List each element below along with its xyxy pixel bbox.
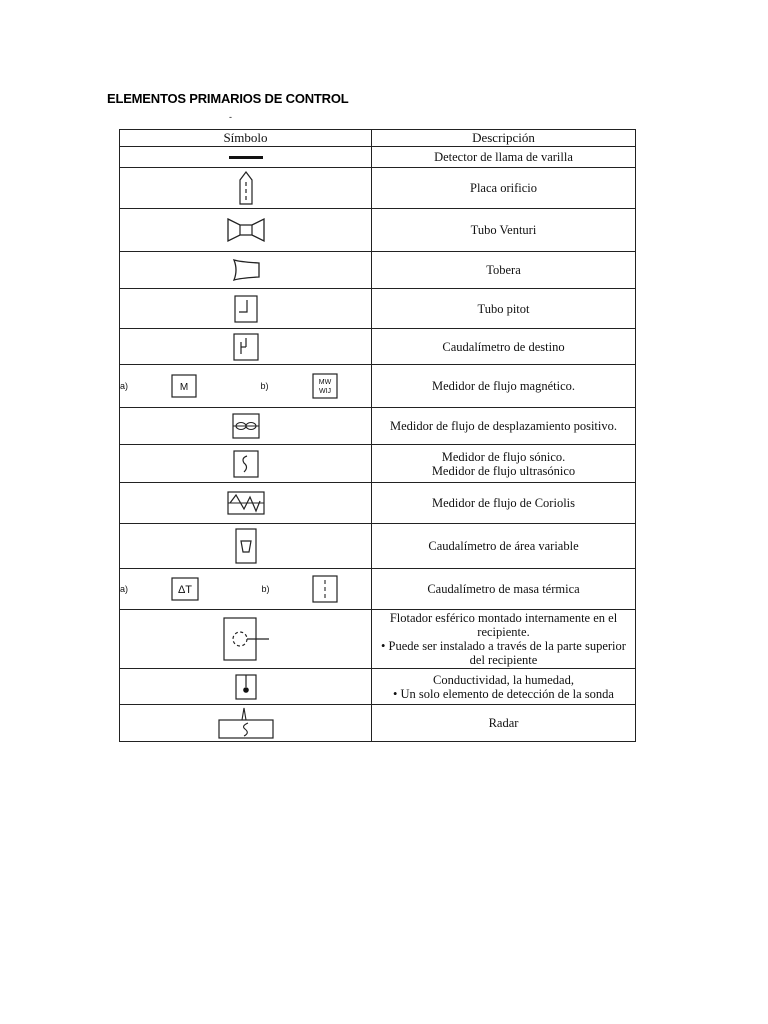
table-row xyxy=(120,705,636,742)
table-header-row xyxy=(120,130,636,147)
magnetic-coil-box-icon xyxy=(311,372,339,400)
description-cell xyxy=(372,610,636,669)
description-text: del recipiente xyxy=(469,653,538,667)
description-cell xyxy=(372,408,636,445)
table-row xyxy=(120,329,636,365)
stray-mark: - xyxy=(229,112,232,122)
symbol-cell xyxy=(120,209,372,252)
symbol-cell xyxy=(120,168,372,209)
symbol-cell xyxy=(120,705,372,742)
table-row xyxy=(120,289,636,329)
description-text: Tubo Venturi xyxy=(470,223,537,237)
svg-text:M: M xyxy=(180,382,189,393)
description-text: Tubo pitot xyxy=(477,301,530,316)
thermal-mass-icon xyxy=(120,574,371,604)
positive-displacement-icon xyxy=(231,412,261,440)
symbol-cell xyxy=(120,610,372,669)
table-row xyxy=(120,610,636,669)
magnetic-flowmeter-icon xyxy=(120,372,371,400)
symbols-table xyxy=(119,129,636,742)
option-label-a: a) xyxy=(120,381,129,391)
pitot-tube-icon xyxy=(233,294,259,324)
symbol-cell xyxy=(120,524,372,569)
description-cell xyxy=(372,669,636,705)
description-text: Caudalímetro de destino xyxy=(442,339,565,354)
thermal-probe-box-icon xyxy=(311,574,339,604)
table-row xyxy=(120,669,636,705)
radar-icon xyxy=(216,706,276,740)
description-text: Medidor de flujo magnético. xyxy=(431,379,576,393)
spherical-float-icon xyxy=(221,615,271,663)
symbol-cell xyxy=(120,289,372,329)
table-row xyxy=(120,209,636,252)
venturi-tube-icon xyxy=(225,216,267,244)
description-text: • Un solo elemento de detección de la sonda xyxy=(393,686,614,701)
description-text: Medidor de flujo de Coriolis xyxy=(431,496,576,510)
orifice-plate-icon xyxy=(234,170,258,206)
rod-flame-detector-icon xyxy=(226,151,266,163)
conductivity-probe-icon xyxy=(234,673,258,701)
description-cell xyxy=(372,252,636,289)
description-text: Radar xyxy=(488,716,519,730)
description-text: Placa orificio xyxy=(470,181,537,195)
symbol-cell xyxy=(120,329,372,365)
description-cell xyxy=(372,147,636,168)
header-symbol: Símbolo xyxy=(120,130,372,147)
description-text: Medidor de flujo sónico. xyxy=(441,449,566,464)
description-cell xyxy=(372,209,636,252)
description-cell xyxy=(372,445,636,483)
symbol-cell xyxy=(120,365,372,408)
description-cell xyxy=(372,524,636,569)
description-text: • Puede ser instalado a través de la parte superior xyxy=(381,639,626,653)
description-cell xyxy=(372,329,636,365)
table-row xyxy=(120,408,636,445)
table-row xyxy=(120,168,636,209)
description-text: Caudalímetro de masa térmica xyxy=(427,582,580,596)
description-text: Medidor de flujo de desplazamiento positivo. xyxy=(389,419,618,433)
svg-text:WIJ: WIJ xyxy=(318,388,331,395)
description-cell xyxy=(372,289,636,329)
description-text: Detector de llama de varilla xyxy=(434,150,573,164)
header-description: Descripción xyxy=(372,130,636,147)
symbol-cell xyxy=(120,569,372,610)
option-label-a: a) xyxy=(120,584,129,594)
table-row xyxy=(120,524,636,569)
page-title: ELEMENTOS PRIMARIOS DE CONTROL xyxy=(107,91,349,106)
description-cell xyxy=(372,483,636,524)
delta-t-box-icon xyxy=(170,576,200,602)
option-label-b: b) xyxy=(260,381,269,391)
symbol-cell xyxy=(120,669,372,705)
description-text: Caudalímetro de área variable xyxy=(428,539,579,553)
table-row xyxy=(120,147,636,168)
symbol-cell xyxy=(120,147,372,168)
symbol-cell xyxy=(120,445,372,483)
table-row xyxy=(120,483,636,524)
table-row xyxy=(120,569,636,610)
symbol-cell xyxy=(120,252,372,289)
description-text: recipiente. xyxy=(477,625,530,639)
table-row xyxy=(120,445,636,483)
description-cell xyxy=(372,569,636,610)
magnetic-m-box-icon xyxy=(170,373,198,399)
description-text: Tobera xyxy=(486,263,521,277)
symbol-cell xyxy=(120,408,372,445)
table-row xyxy=(120,252,636,289)
variable-area-icon xyxy=(234,527,258,565)
description-cell xyxy=(372,365,636,408)
sonic-flowmeter-icon xyxy=(232,449,260,479)
flow-nozzle-icon xyxy=(229,257,263,283)
coriolis-flowmeter-icon xyxy=(226,489,266,517)
svg-text:ΔT: ΔT xyxy=(177,584,192,596)
description-cell xyxy=(372,705,636,742)
option-label-b: b) xyxy=(261,584,270,594)
description-text: Medidor de flujo ultrasónico xyxy=(431,463,576,478)
table-row xyxy=(120,365,636,408)
symbol-cell xyxy=(120,483,372,524)
description-text: Flotador esférico montado internamente en el xyxy=(389,611,618,625)
description-text: Conductividad, la humedad, xyxy=(433,672,574,687)
target-flowmeter-icon xyxy=(232,332,260,362)
svg-text:MW: MW xyxy=(318,379,331,386)
description-cell xyxy=(372,168,636,209)
